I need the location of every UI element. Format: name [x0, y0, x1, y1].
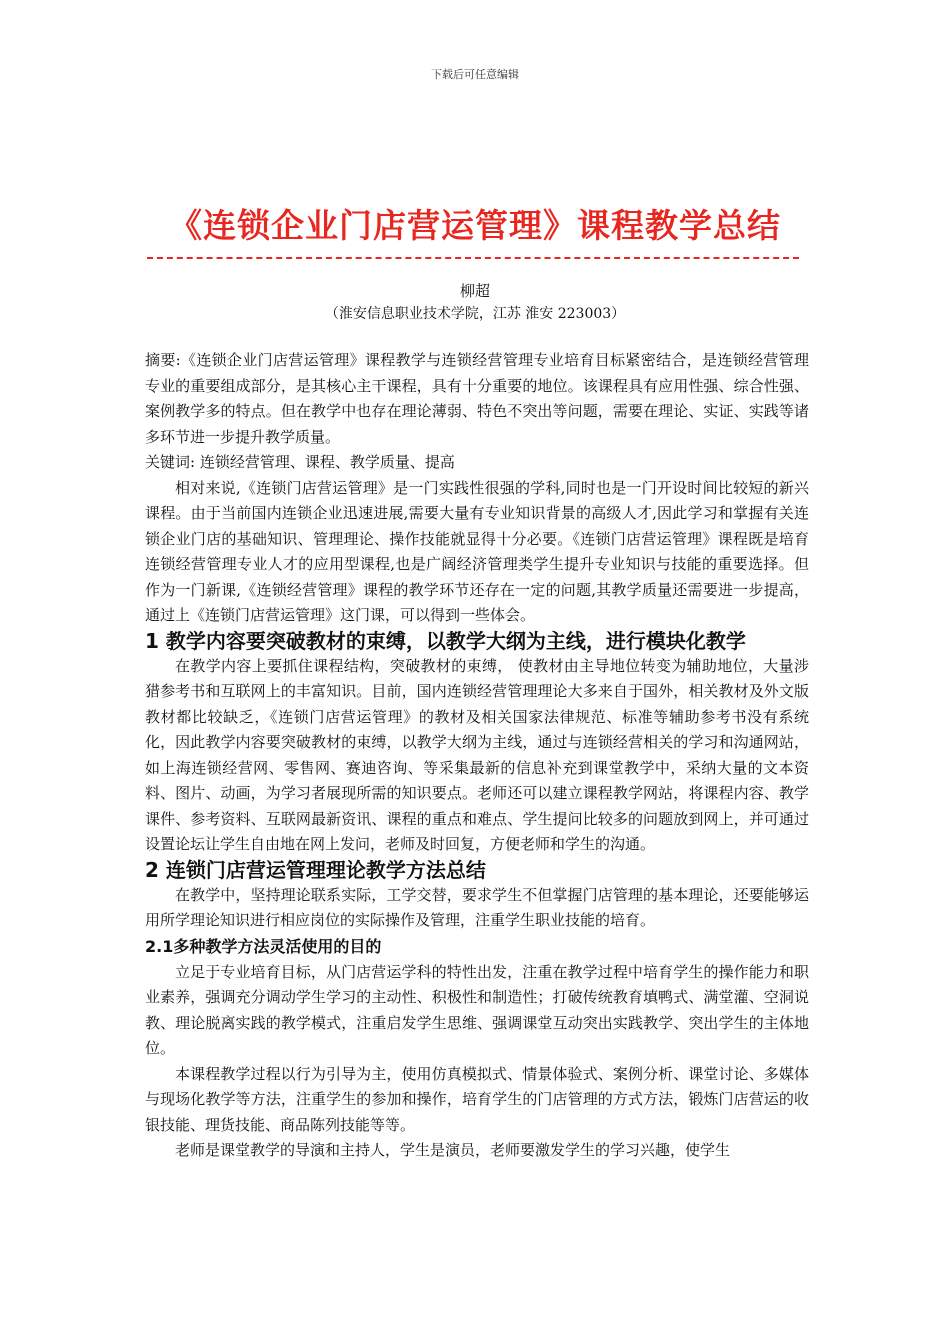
document-title: 《连锁企业门店营运管理》课程教学总结 — [169, 206, 781, 245]
abstract: 摘要:《连锁企业门店营运管理》课程教学与连锁经营管理专业培育目标紧密结合，是连锁经营管理专业的重要组成部分，是其核心主干课程，具有十分重要的地位。该课程具有应用性强、综合性强、案例教学多的特点。但在教学中也存在理论薄弱、特色不突出等问题，需要在理论、实证、实践等诸多环节进一步提升教学质量。 — [145, 351, 809, 446]
document-body — [145, 348, 809, 1164]
affiliation: （淮安信息职业技术学院，江苏 淮安 223003） — [324, 306, 626, 322]
section-2-1-paragraph-3: 老师是课堂教学的导演和主持人，学生是演员，老师要激发学生的学习兴趣，使学生 — [175, 1141, 731, 1159]
section-1-heading: 1 教学内容要突破教材的束缚，以教学大纲为主线，进行模块化教学 — [145, 628, 746, 653]
section-2-paragraph: 在教学中，坚持理论联系实际，工学交替，要求学生不但掌握门店管理的基本理论，还要能够运用所学理论知识进行相应岗位的实际操作及管理，注重学生职业技能的培育。 — [145, 885, 809, 929]
header-note: 下载后可任意编辑 — [431, 68, 519, 81]
section-2-heading: 2 连锁门店营运管理理论教学方法总结 — [145, 857, 486, 882]
section-1-paragraph: 在教学内容上要抓住课程结构，突破教材的束缚， 使教材由主导地位转变为辅助地位，大量涉猎参考书和互联网上的丰富知识。目前，国内连锁经营管理理论大多来自于国外，相关教材及外文版教材都比较缺乏，《连锁门店营运管理》的教材及相关国家法律规范、标准等辅助参考书没有系统化，因此教学内容要突破教材的束缚，以教学大纲为主线，通过与连锁经营相关的学习和沟通网站，如上海连锁经营网、零售网、赛迪咨询、等采集最新的信息补充到课堂教学中，采纳大量的文本资料、图片、动画，为学习者展现所需的知识要点。老师还可以建立课程教学网站，将课程内容、教学课件、参考资料、互联网最新资讯、课程的重点和难点、学生提问比较多的问题放到网上，并可通过设置论坛让学生自由地在网上发问，老师及时回复，方便老师和学生的沟通。 — [145, 656, 809, 853]
section-2-1-paragraph-1: 立足于专业培育目标，从门店营运学科的特性出发，注重在教学过程中培育学生的操作能力和职业素养，强调充分调动学生学习的主动性、积极性和制造性；打破传统教育填鸭式、满堂灌、空洞说教、理论脱离实践的教学模式，注重启发学生思维、强调课堂互动突出实践教学、突出学生的主体地位。 — [145, 962, 809, 1057]
title-divider — [147, 257, 799, 259]
section-2-1-paragraph-2: 本课程教学过程以行为引导为主，使用仿真模拟式、情景体验式、案例分析、课堂讨论、多媒体与现场化教学等方法，注重学生的参加和操作，培育学生的门店管理的方式方法，锻炼门店营运的收银技能、理货技能、商品陈列技能等等。 — [145, 1064, 809, 1134]
intro-paragraph: 相对来说,《连锁门店营运管理》是一门实践性很强的学科,同时也是一门开设时间比较短的新兴课程。由于当前国内连锁企业迅速进展,需要大量有专业知识背景的高级人才,因此学习和掌握有关连锁企业门店的基础知识、管理理论、操作技能就显得十分必要。《连锁门店营运管理》课程既是培育连锁经营管理专业人才的应用型课程,也是广阔经济管理类学生提升专业知识与技能的重要选择。但作为一门新课,《连锁经营管理》课程的教学环节还存在一定的问题,其教学质量还需要进一步提高，通过上《连锁门店营运管理》这门课，可以得到一些体会。 — [145, 478, 809, 624]
author: 柳超 — [459, 282, 490, 300]
keywords: 关键词: 连锁经营管理、课程、教学质量、提高 — [145, 453, 455, 471]
section-2-1-heading: 2.1多种教学方法灵活使用的目的 — [145, 936, 382, 956]
